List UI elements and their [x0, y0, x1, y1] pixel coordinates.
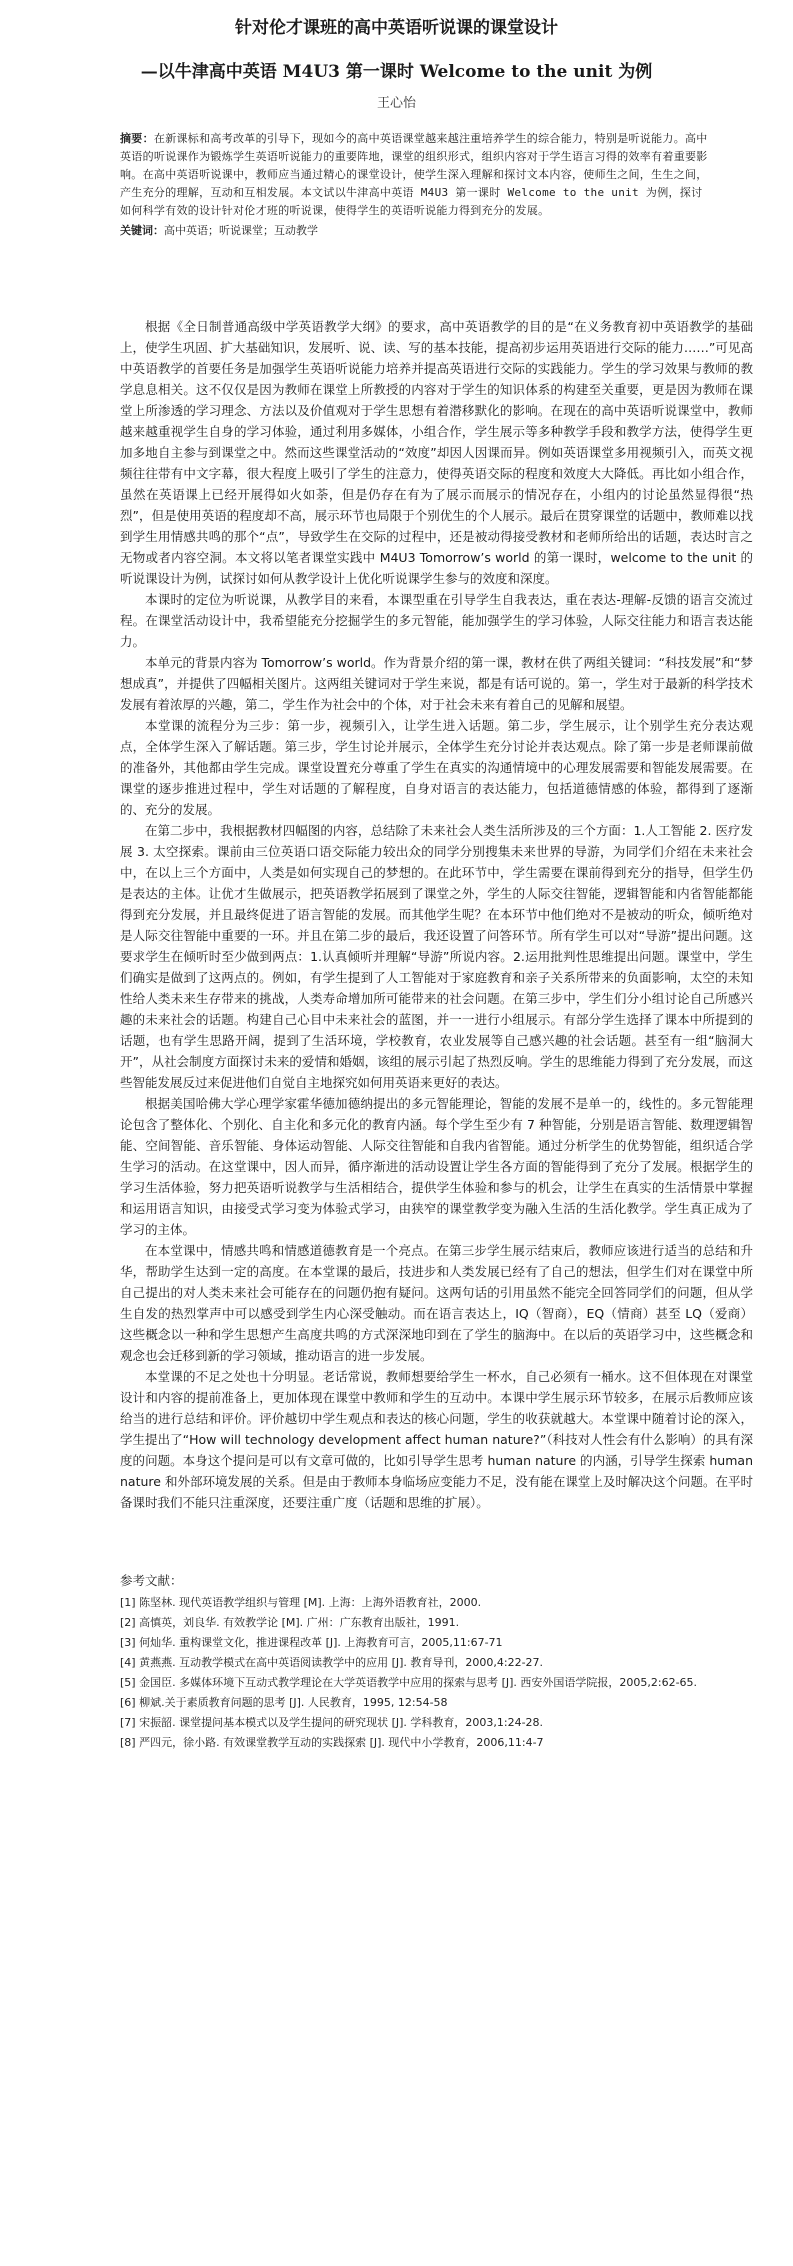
references-heading: 参考文献： [120, 1573, 183, 1588]
reference-item: [1] 陈坚林. 现代英语教学组织与管理 [M]. 上海：上海外语教育社，2000. [120, 1596, 482, 1609]
body-paragraph: 本课时的定位为听说课，从教学目的来看，本课型重在引导学生自我表达，重在表达-理解-反馈的语言交流过程。在课堂活动设计中，我希望能充分挖掘学生的多元智能，能加强学生的学习体验，人际交往能力和语言表达能力。 [120, 592, 753, 649]
body-paragraph: 在第二步中，我根据教材四幅图的内容，总结除了未来社会人类生活所涉及的三个方面：1.人工智能 2. 医疗发展 3. 太空探索。课前由三位英语口语交际能力较出众的同学分别搜集未来世界的导游，为同学们介绍在未来社会中，在以上三个方面中，人类是如何实现自己的梦想的。在此环节中，学生需要在课前得到充分的指导，但学生仍是表达的主体。让优才生做展示，把英语教学拓展到了课堂之外，学生的人际交往智能，逻辑智能和内省智能都能得到充分发展，并且最终促进了语言智能的发展。而其他学生呢？在本环节中他们绝对不是被动的听众，倾听绝对是人际交往智能中重要的一环。并且在第二步的最后，我还设置了问答环节。所有学生可以对“导游”提出问题。这要求学生在倾听时至少做到两点：1.认真倾听并理解“导游”所说内容。2.运用批判性思维提出问题。课堂中，学生们确实是做到了这两点的。例如，有学生提到了人工智能对于家庭教育和亲子关系所带来的负面影响，太空的未知性给人类未来生存带来的挑战，人类寿命增加所可能带来的社会问题。在第三步中，学生们分小组讨论自己所感兴趣的未来社会的话题。构建自己心目中未来社会的蓝图，并一一进行小组展示。有部分学生选择了课本中所提到的话题，也有学生思路开阔，提到了生活环境，学校教育，农业发展等自己感兴趣的社会话题。甚至有一组“脑洞大开”，从社会制度方面探讨未来的爱情和婚姻，该组的展示引起了热烈反响。学生的思维能力得到了充分发展，而这些智能发展反过来促进他们自觉自主地探究如何用英语来更好的表达。 [120, 823, 753, 1090]
abstract-label: 摘要： [120, 132, 154, 145]
body-paragraph: 在本堂课中，情感共鸣和情感道德教育是一个亮点。在第三步学生展示结束后，教师应该进行适当的总结和升华，帮助学生达到一定的高度。在本堂课的最后，技进步和人类发展已经有了自己的想法，但学生们对在课堂中所自己提出的对人类未来社会可能存在的问题仍抱有疑问。这两句话的引用虽然不能完全回答同学们的问题，但从学生自发的热烈掌声中可以感受到学生内心深受触动。而在语言表达上，IQ（智商），EQ（情商）甚至 LQ（爱商）这些概念以一种和学生思想产生高度共鸣的方式深深地印到在了学生的脑海中。在以后的英语学习中，这些概念和观念也会迁移到新的学习领域，推动语言的进一步发展。 [120, 1243, 753, 1363]
author-name: 王心怡 [376, 96, 416, 111]
body-paragraph: 根据美国哈佛大学心理学家霍华德加德纳提出的多元智能理论，智能的发展不是单一的，线性的。多元智能理论包含了整体化、个别化、自主化和多元化的教育内涵。每个学生至少有 7 种智能，分别是语言智能、数理逻辑智能、空间智能、音乐智能、身体运动智能、人际交往智能和自我内省智能。通过分析学生的优势智能，组织适合学生学习的活动。在这堂课中，因人而异，循序渐进的活动设置让学生各方面的智能得到了充分了发展。根据学生的学习生活体验，努力把英语听说教学与生活相结合，提供学生体验和参与的机会，让学生在真实的生活情景中掌握和运用语言知识，由接受式学习变为体验式学习，由狭窄的课堂教学变为融入生活的生活化教学。学生真正成为了学习的主体。 [120, 1096, 753, 1237]
reference-item: [8] 严四元，徐小路. 有效课堂教学互动的实践探索 [J]. 现代中小学教育，2006,11:4-7 [120, 1736, 544, 1749]
body-paragraph: 根据《全日制普通高级中学英语教学大纲》的要求，高中英语教学的目的是“在义务教育初中英语教学的基础上，使学生巩固、扩大基础知识，发展听、说、读、写的基本技能，提高初步运用英语进行交际的能力……”可见高中英语教学的首要任务是加强学生英语听说能力培养并提高英语进行交际的实践能力。学生的学习效果与教师的教学息息相关。这不仅仅是因为教师在课堂上所教授的内容对于学生的知识体系的构建至关重要，更是因为教师在课堂上所渗透的学习理念、方法以及价值观对于学生思想有着潜移默化的影响。在现在的高中英语听说课堂中，教师越来越重视学生自身的学习体验，通过利用多媒体，小组合作，学生展示等多种教学手段和教学方法，使得学生更加多地自主参与到课堂之中。然而这些课堂活动的“效度”却因人因课而异。例如英语课堂多用视频引入，而英文视频往往带有中文字幕，很大程度上吸引了学生的注意力，使得英语交际的程度和效度大大降低。再比如小组合作，虽然在英语课上已经开展得如火如荼，但是仍存在有为了展示而展示的情况存在，小组内的讨论虽然显得很“热烈”，但是使用英语的程度却不高，展示环节也局限于个别优生的个人展示。最后在贯穿课堂的话题中，教师难以找到学生用情感共鸣的那个“点”，导致学生在交际的过程中，还是被动得接受教材和老师所给出的话题，表达时言之无物或者内容空洞。本文将以笔者课堂实践中 M4U3 Tomorrow’s world 的第一课时，welcome to the unit 的听说课设计为例，试探讨如何从教学设计上优化听说课学生参与的效度和深度。 [120, 319, 753, 586]
reference-item: [6] 柳斌.关于素质教育问题的思考 [J]. 人民教育，1995, 12:54-58 [120, 1696, 448, 1709]
abstract-text: 在新课标和高考改革的引导下，现如今的高中英语课堂越来越注重培养学生的综合能力，特别是听说能力。高中英语的听说课作为锻炼学生英语听说能力的重要阵地，课堂的组织形式，组织内容对于学生语言习得的效率有着重要影响。在高中英语听说课中，教师应当通过精心的课堂设计，使学生深入理解和探讨文本内容，使师生之间，生生之间，产生充分的理解，互动和互相发展。本文试以牛津高中英语 M4U3 第一课时 Welcome to the unit 为例，探讨如何科学有效的设计针对伦才班的听说课，使得学生的英语听说能力得到充分的发展。 [120, 132, 708, 217]
paper-title: 针对伦才课班的高中英语听说课的课堂设计 [235, 18, 558, 38]
abstract [120, 130, 713, 220]
body-paragraph: 本堂课的流程分为三步：第一步，视频引入，让学生进入话题。第二步，学生展示，让个别学生充分表达观点，全体学生深入了解话题。第三步，学生讨论并展示，全体学生充分讨论并表达观点。除了第一步是老师课前做的准备外，其他都由学生完成。课堂设置充分尊重了学生在真实的沟通情境中的心理发展需要和智能发展需要。在课堂的逐步推进过程中，学生对话题的了解程度，自身对语言的表达能力，包括道德情感的体验，都得到了逐渐的、充分的发展。 [120, 718, 753, 817]
body-paragraph: 本单元的背景内容为 Tomorrow’s world。作为背景介绍的第一课，教材在供了两组关键词：“科技发展”和“梦想成真”，并提供了四幅相关图片。这两组关键词对于学生来说，都是有话可说的。第一，学生对于最新的科学技术发展有着浓厚的兴趣，第二，学生作为社会中的个体，对于社会未来有着自己的见解和展望。 [120, 655, 753, 712]
body-paragraph: 本堂课的不足之处也十分明显。老话常说，教师想要给学生一杯水，自己必须有一桶水。这不但体现在对课堂设计和内容的提前准备上，更加体现在课堂中教师和学生的互动中。本课中学生展示环节较多，在展示后教师应该给当的进行总结和评价。评价越切中学生观点和表达的核心问题，学生的收获就越大。本堂课中随着讨论的深入，学生提出了“How will technology development affect human nature?”（科技对人性会有什么影响）的具有深度的问题。本身这个提问是可以有文章可做的，比如引导学生思考 human nature 的内涵，引导学生探索 human nature 和外部环境发展的关系。但是由于教师本身临场应变能力不足，没有能在课堂上及时解决这个问题。在平时备课时我们不能只注重深度，还要注重广度（话题和思维的扩展）。 [120, 1369, 753, 1510]
keywords-label: 关键词： [120, 224, 164, 237]
reference-item: [7] 宋振韶. 课堂提问基本模式以及学生提问的研究现状 [J]. 学科教育，2003,1:24-28. [120, 1716, 544, 1729]
keywords-text: 高中英语；听说课堂；互动教学 [164, 224, 318, 237]
body-text [120, 316, 753, 1513]
keywords [120, 222, 713, 240]
reference-item: [2] 高慎英，刘良华. 有效教学论 [M]. 广州：广东教育出版社，1991. [120, 1616, 460, 1629]
references-list [120, 1593, 723, 1753]
references [120, 1571, 723, 1753]
reference-item: [4] 黄燕燕. 互动教学模式在高中英语阅读教学中的应用 [J]. 教育导刊，2000,4:22-27. [120, 1656, 544, 1669]
reference-item: [5] 金国臣. 多媒体环境下互动式教学理论在大学英语教学中应用的探索与思考 [J]. 西安外国语学院报，2005,2:62-65. [120, 1676, 698, 1689]
paper-subtitle: —以牛津高中英语 M4U3 第一课时 Welcome to the unit 为例 [140, 62, 653, 82]
reference-item: [3] 何灿华. 重构课堂文化，推进课程改革 [J]. 上海教育可言，2005,11:67-71 [120, 1636, 503, 1649]
